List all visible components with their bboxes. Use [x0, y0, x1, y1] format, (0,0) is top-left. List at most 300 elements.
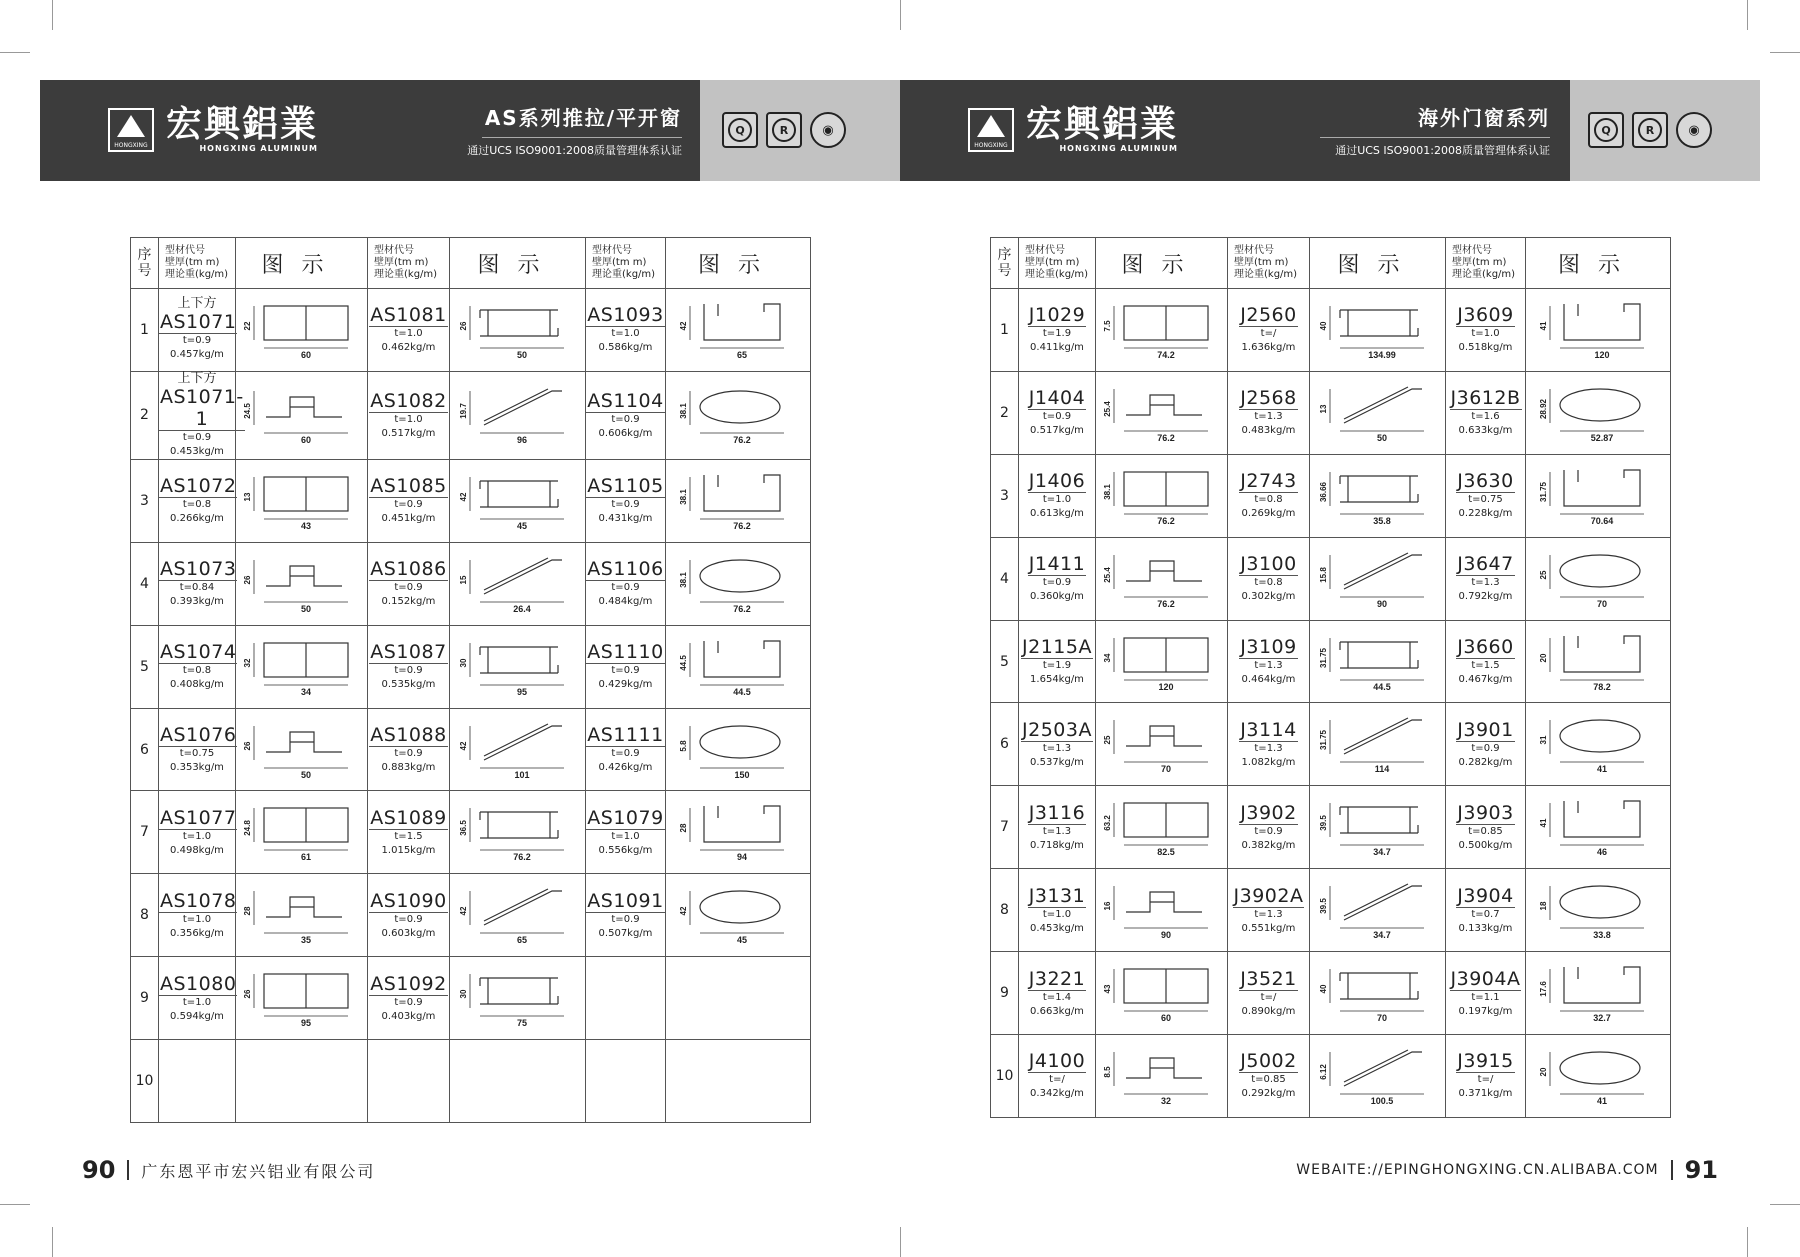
profile-thickness: t=/ [1260, 991, 1277, 1003]
figure-dimension-width: 95 [516, 686, 527, 697]
profile-section-drawing [242, 381, 362, 449]
profile-section-drawing [1318, 628, 1438, 696]
profile-thickness: t=0.7 [1471, 908, 1500, 920]
profile-code: J3903 [1457, 801, 1514, 824]
profile-weight: 0.883kg/m [381, 762, 436, 773]
profile-thickness: t=0.9 [1042, 577, 1072, 589]
crop-mark [52, 0, 53, 30]
right-header-bar [900, 80, 1760, 181]
profile-thickness: t=1.0 [182, 996, 212, 1008]
figure-dimension-height: 42 [458, 492, 468, 502]
profile-code: J2560 [1240, 304, 1297, 327]
figure-dimension-height: 15 [458, 575, 468, 585]
profile-section-drawing [1538, 1042, 1658, 1110]
profile-info-cell [1228, 289, 1310, 372]
profile-section-drawing [458, 550, 578, 618]
profile-figure-cell [1310, 537, 1446, 620]
profile-thickness: t=1.9 [1042, 660, 1072, 671]
profile-code: AS1085 [370, 475, 447, 498]
table-row [991, 620, 1671, 703]
profile-weight: 0.498kg/m [170, 844, 224, 856]
profile-code: J2568 [1240, 387, 1297, 410]
profile-thickness: t=1.0 [1042, 908, 1072, 920]
profile-section-drawing [1318, 959, 1438, 1027]
profile-info-cell [368, 957, 450, 1040]
profile-info-cell [1019, 537, 1096, 620]
table-row [991, 952, 1671, 1035]
profile-thickness: t=0.9 [1471, 742, 1500, 754]
table-row [991, 454, 1671, 537]
profile-section-drawing [678, 881, 798, 949]
table-row [131, 1040, 811, 1123]
profile-code: J3521 [1240, 967, 1297, 990]
profile-section-drawing [678, 798, 798, 866]
figure-dimension-height: 38.1 [679, 403, 688, 420]
figure-dimension-width: 76.2 [1156, 598, 1175, 609]
profile-thickness: t=1.4 [1042, 991, 1072, 1003]
profile-code: J3902A [1233, 884, 1304, 907]
logo-triangle-icon: HONGXING [968, 108, 1014, 152]
figure-dimension-height: 34 [1102, 653, 1112, 662]
row-number: 7 [991, 786, 1019, 869]
profile-figure-cell [236, 1040, 368, 1123]
profile-figure-cell [1526, 371, 1671, 454]
profile-thickness: t=1.5 [1471, 660, 1500, 671]
profile-figure-cell [450, 542, 586, 625]
profile-figure-cell [1526, 454, 1671, 537]
profile-info-cell [1228, 869, 1310, 952]
quality-q-badge-icon: Q [1588, 112, 1624, 148]
row-number: 8 [991, 869, 1019, 952]
figure-dimension-width: 60 [300, 435, 311, 446]
figure-dimension-height: 15.8 [1318, 566, 1328, 583]
profile-code: J3901 [1457, 718, 1514, 741]
row-number: 6 [131, 708, 159, 791]
figure-dimension-width: 101 [513, 769, 530, 780]
figure-dimension-width: 32 [1160, 1095, 1171, 1106]
quality-q-badge-icon: Q [722, 112, 758, 148]
figure-dimension-height: 28 [242, 906, 252, 916]
profile-weight: 1.082kg/m [1241, 756, 1296, 768]
profile-info-cell [1228, 703, 1310, 786]
profile-figure-cell [1526, 537, 1671, 620]
figure-dimension-height: 39.5 [1318, 815, 1328, 832]
profile-section-drawing [1318, 296, 1438, 364]
figure-dimension-width: 50 [300, 769, 311, 780]
profile-weight: 0.517kg/m [1030, 425, 1084, 437]
profile-thickness: t=0.85 [1468, 825, 1503, 837]
figure-dimension-width: 33.8 [1593, 930, 1611, 941]
left-header-bar [40, 80, 900, 181]
figure-dimension-width: 41 [1596, 764, 1608, 775]
profile-figure-cell [236, 459, 368, 542]
figure-dimension-width: 120 [1594, 349, 1610, 360]
profile-info-cell [1228, 620, 1310, 703]
column-header-figure: 图示 [450, 238, 586, 289]
figure-dimension-width: 76.2 [733, 520, 751, 531]
table-row [131, 459, 811, 542]
profile-code: AS1106 [587, 558, 664, 581]
profile-info-cell [368, 708, 450, 791]
profile-code: AS1104 [587, 389, 664, 412]
profile-info-cell [1019, 869, 1096, 952]
profile-code: AS1090 [370, 889, 447, 912]
profile-info-cell [368, 1040, 450, 1123]
figure-dimension-height: 31 [1539, 735, 1548, 745]
figure-dimension-height: 20 [1539, 1067, 1548, 1077]
profile-section-drawing [242, 964, 362, 1032]
figure-dimension-width: 150 [734, 769, 750, 780]
profile-code: J3630 [1457, 470, 1514, 493]
profile-info-cell [1228, 454, 1310, 537]
profile-figure-cell [450, 708, 586, 791]
profile-weight: 0.431kg/m [598, 513, 653, 525]
profile-code: J3109 [1240, 636, 1297, 658]
profile-info-cell [1446, 454, 1526, 537]
cert-badges [722, 112, 846, 148]
profile-section-drawing [1318, 710, 1438, 778]
profile-info-cell [368, 371, 450, 459]
figure-dimension-height: 40 [1318, 321, 1328, 331]
figure-dimension-width: 34.7 [1372, 930, 1391, 941]
profile-info-cell [1019, 289, 1096, 372]
profile-thickness: t=0.84 [179, 582, 215, 594]
profile-figure-cell [1310, 371, 1446, 454]
profile-section-drawing [678, 296, 798, 364]
profile-info-cell [159, 1040, 236, 1123]
profile-weight: 0.382kg/m [1241, 839, 1296, 851]
profile-code: AS1071-1 [160, 385, 244, 430]
profile-info-cell [1446, 703, 1526, 786]
profile-section-drawing [1318, 545, 1438, 613]
profile-section-drawing [1538, 628, 1658, 696]
figure-dimension-height: 25 [1102, 735, 1112, 745]
profile-code: J2115A [1022, 636, 1092, 658]
figure-dimension-height: 41 [1539, 818, 1548, 828]
profile-thickness: t=0.9 [611, 499, 640, 511]
profile-weight: 0.403kg/m [381, 1010, 436, 1022]
profile-thickness: t=0.75 [1468, 494, 1503, 506]
profile-code: AS1073 [160, 558, 237, 581]
figure-dimension-height: 42 [679, 906, 688, 916]
figure-dimension-width: 50 [1376, 432, 1387, 443]
column-header-figure: 图示 [1096, 238, 1228, 289]
profile-info-cell [159, 874, 236, 957]
profile-section-drawing [1102, 628, 1222, 696]
profile-info-cell [368, 791, 450, 874]
profile-figure-cell [450, 625, 586, 708]
figure-dimension-height: 43 [1102, 984, 1112, 994]
column-header-meta: 型材代号 壁厚(tm m) 理论重(kg/m) [159, 238, 236, 289]
figure-dimension-height: 13 [242, 492, 252, 502]
figure-dimension-height: 39.5 [1318, 898, 1328, 914]
row-number: 1 [131, 289, 159, 372]
profile-weight: 0.133kg/m [1458, 922, 1513, 934]
row-number: 7 [131, 791, 159, 874]
profile-code: J3609 [1457, 304, 1514, 327]
crop-mark [1747, 1227, 1748, 1257]
profile-info-cell [159, 625, 236, 708]
profile-figure-cell [1096, 703, 1228, 786]
profile-code: AS1086 [370, 558, 447, 581]
profile-section-drawing [1538, 710, 1658, 778]
profile-thickness: t=0.8 [182, 499, 212, 511]
profile-code: J3114 [1240, 718, 1297, 741]
profile-info-cell [1019, 454, 1096, 537]
table-row [991, 786, 1671, 869]
figure-dimension-width: 46 [1596, 847, 1608, 858]
profile-info-cell [1019, 786, 1096, 869]
column-header-meta: 型材代号 壁厚(tm m) 理论重(kg/m) [1446, 238, 1526, 289]
profile-code: AS1074 [160, 641, 237, 664]
figure-dimension-width: 90 [1160, 930, 1171, 941]
profile-figure-cell [1526, 869, 1671, 952]
table-row [991, 371, 1671, 454]
profile-info-cell [368, 459, 450, 542]
table-row [991, 1035, 1671, 1118]
column-header-meta: 型材代号 壁厚(tm m) 理论重(kg/m) [368, 238, 450, 289]
profile-section-drawing [1102, 793, 1222, 861]
brand-name-cn: 宏興鋁業 [1026, 104, 1179, 145]
profile-weight: 0.606kg/m [598, 427, 653, 439]
cert-badges [1588, 112, 1712, 148]
table-row [131, 708, 811, 791]
header-grey-panel [700, 80, 900, 181]
table-row [131, 289, 811, 372]
left-footer [82, 1156, 375, 1184]
profile-weight: 0.282kg/m [1458, 756, 1513, 768]
footer-divider [1671, 1160, 1673, 1180]
profile-figure-cell [1526, 289, 1671, 372]
figure-dimension-height: 40 [1318, 984, 1328, 994]
profile-thickness: t=1.3 [1254, 411, 1283, 423]
profile-code: J3612B [1450, 387, 1521, 410]
profile-figure-cell [1096, 537, 1228, 620]
profile-figure-cell [450, 874, 586, 957]
profile-figure-cell [1310, 289, 1446, 372]
figure-dimension-height: 26 [242, 989, 252, 999]
profile-info-cell [586, 957, 666, 1040]
table-row [131, 957, 811, 1040]
figure-dimension-height: 31.75 [1539, 481, 1548, 502]
figure-dimension-height: 28 [679, 823, 688, 833]
profile-weight: 0.269kg/m [1241, 508, 1296, 520]
profile-figure-cell [666, 542, 811, 625]
profile-figure-cell [236, 708, 368, 791]
profile-info-cell [1446, 869, 1526, 952]
profile-thickness: t=0.9 [394, 913, 423, 925]
right-profile-table [990, 237, 1671, 1118]
profile-code: AS1091 [587, 889, 664, 912]
profile-section-drawing [1538, 379, 1658, 447]
profile-thickness: t=0.9 [394, 996, 423, 1008]
figure-dimension-width: 78.2 [1593, 681, 1611, 692]
figure-dimension-width: 61 [300, 852, 311, 863]
profile-code: J3100 [1240, 553, 1297, 576]
profile-weight: 0.371kg/m [1458, 1088, 1513, 1100]
figure-dimension-width: 96 [516, 435, 527, 446]
profile-section-drawing [1318, 462, 1438, 530]
profile-thickness: t=/ [1260, 328, 1277, 340]
crop-mark [1770, 1204, 1800, 1205]
profile-code: AS1111 [587, 724, 664, 746]
profile-figure-cell [666, 874, 811, 957]
profile-thickness: t=1.3 [1254, 660, 1283, 671]
profile-section-drawing [1102, 710, 1222, 778]
profile-code: J1411 [1028, 553, 1086, 576]
profile-info-cell [1446, 952, 1526, 1035]
figure-dimension-height: 8.5 [1102, 1066, 1112, 1078]
profile-figure-cell [1096, 786, 1228, 869]
figure-dimension-height: 36.66 [1318, 481, 1328, 502]
profile-info-cell [159, 708, 236, 791]
crop-mark [0, 52, 30, 53]
profile-figure-cell [1096, 371, 1228, 454]
profile-figure-cell [1096, 289, 1228, 372]
profile-thickness: t=0.9 [611, 665, 640, 677]
figure-dimension-width: 34 [300, 686, 311, 697]
profile-weight: 0.453kg/m [1030, 922, 1084, 934]
figure-dimension-height: 31.75 [1318, 647, 1328, 668]
profile-info-cell [1228, 952, 1310, 1035]
row-number: 3 [991, 454, 1019, 537]
profile-code: AS1105 [587, 475, 664, 498]
profile-section-drawing [678, 550, 798, 618]
figure-dimension-width: 50 [516, 349, 527, 360]
profile-thickness: t=1.3 [1254, 742, 1283, 754]
profile-figure-cell [666, 625, 811, 708]
figure-dimension-width: 114 [1374, 764, 1389, 775]
row-number: 1 [991, 289, 1019, 372]
profile-code: AS1079 [587, 806, 664, 829]
profile-code: AS1078 [160, 889, 237, 912]
row-number: 9 [131, 957, 159, 1040]
profile-weight: 0.603kg/m [381, 927, 436, 939]
profile-thickness: t=1.0 [394, 413, 423, 425]
figure-dimension-width: 44.5 [1372, 681, 1391, 692]
profile-weight: 0.484kg/m [598, 596, 653, 608]
profile-figure-cell [1526, 952, 1671, 1035]
crop-mark [900, 0, 901, 30]
profile-section-drawing [458, 798, 578, 866]
profile-thickness: t=0.75 [179, 748, 215, 759]
profile-weight: 0.535kg/m [381, 679, 436, 691]
figure-dimension-height: 32 [242, 658, 252, 668]
brand-logo [968, 106, 1178, 153]
profile-figure-cell [450, 459, 586, 542]
profile-code: AS1080 [160, 972, 237, 995]
figure-dimension-height: 42 [679, 321, 688, 331]
profile-code: J3904 [1457, 884, 1514, 907]
series-title: AS系列推拉/平开窗 [482, 102, 682, 138]
figure-dimension-width: 74.2 [1156, 349, 1175, 360]
profile-code: J5002 [1240, 1050, 1297, 1073]
profile-thickness: t=0.8 [1254, 494, 1283, 506]
profile-section-drawing [458, 381, 578, 449]
profile-section-drawing [1538, 462, 1658, 530]
profile-weight: 0.302kg/m [1241, 591, 1296, 603]
profile-thickness: t=1.9 [1042, 328, 1072, 340]
profile-figure-cell [666, 371, 811, 459]
profile-info-cell [586, 289, 666, 372]
profile-figure-cell [1096, 1035, 1228, 1118]
profile-weight: 0.266kg/m [170, 513, 224, 525]
profile-weight: 0.393kg/m [170, 596, 224, 608]
profile-thickness: t=1.0 [611, 830, 640, 842]
profile-thickness: t=0.9 [394, 582, 423, 594]
profile-code: J4100 [1028, 1050, 1086, 1073]
profile-figure-cell [450, 371, 586, 459]
profile-figure-cell [666, 791, 811, 874]
profile-thickness: t=1.0 [394, 328, 423, 340]
logo-triangle-icon: HONGXING [108, 108, 154, 152]
left-profile-table [130, 237, 811, 1123]
profile-thickness: t=0.9 [1254, 825, 1283, 837]
column-header-seq: 序 号 [991, 238, 1019, 289]
profile-weight: 0.633kg/m [1458, 425, 1513, 437]
profile-figure-cell [1310, 869, 1446, 952]
profile-weight: 0.464kg/m [1241, 674, 1296, 685]
profile-thickness: t=0.9 [1042, 411, 1072, 423]
profile-weight: 0.663kg/m [1030, 1005, 1084, 1017]
profile-weight: 0.353kg/m [170, 762, 224, 773]
figure-dimension-height: 38.1 [1102, 483, 1112, 500]
profile-thickness: t=0.9 [394, 499, 423, 511]
table-row [991, 289, 1671, 372]
figure-dimension-width: 94 [736, 852, 748, 863]
globe-badge-icon: ◉ [1676, 112, 1712, 148]
figure-dimension-height: 6.12 [1318, 1064, 1328, 1080]
profile-thickness: t=0.9 [611, 748, 640, 759]
profile-code: AS1088 [370, 724, 447, 746]
crop-mark [52, 1227, 53, 1257]
profile-info-cell [1446, 1035, 1526, 1118]
profile-thickness: t=0.9 [394, 748, 423, 759]
figure-dimension-width: 44.5 [733, 686, 751, 697]
profile-section-drawing [242, 633, 362, 701]
profile-figure-cell [1096, 620, 1228, 703]
profile-weight: 0.408kg/m [170, 679, 224, 691]
profile-figure-cell [666, 957, 811, 1040]
profile-figure-cell [236, 791, 368, 874]
figure-dimension-height: 13 [1318, 404, 1328, 414]
footer-divider [127, 1160, 129, 1180]
profile-info-cell [1228, 1035, 1310, 1118]
profile-figure-cell [1096, 869, 1228, 952]
profile-figure-cell [666, 1040, 811, 1123]
profile-info-cell [1019, 371, 1096, 454]
profile-figure-cell [1310, 454, 1446, 537]
figure-dimension-height: 30 [458, 658, 468, 668]
profile-figure-cell [450, 1040, 586, 1123]
profile-code: AS1071 [160, 311, 237, 334]
figure-dimension-width: 45 [516, 520, 527, 531]
company-name: 广东恩平市宏兴铝业有限公司 [141, 1161, 376, 1181]
profile-weight: 0.718kg/m [1030, 839, 1084, 851]
profile-thickness: t=1.1 [1471, 991, 1500, 1003]
profile-section-drawing [242, 716, 362, 784]
profile-section-drawing [1318, 876, 1438, 944]
profile-weight: 0.292kg/m [1241, 1088, 1296, 1100]
figure-dimension-height: 38.1 [679, 489, 688, 505]
profile-weight: 0.197kg/m [1458, 1005, 1513, 1017]
figure-dimension-width: 76.2 [733, 435, 751, 446]
profile-figure-cell [1526, 786, 1671, 869]
column-header-figure: 图示 [236, 238, 368, 289]
profile-position-label: 上下方 [177, 296, 217, 312]
crop-mark [1770, 52, 1800, 53]
profile-figure-cell [236, 542, 368, 625]
